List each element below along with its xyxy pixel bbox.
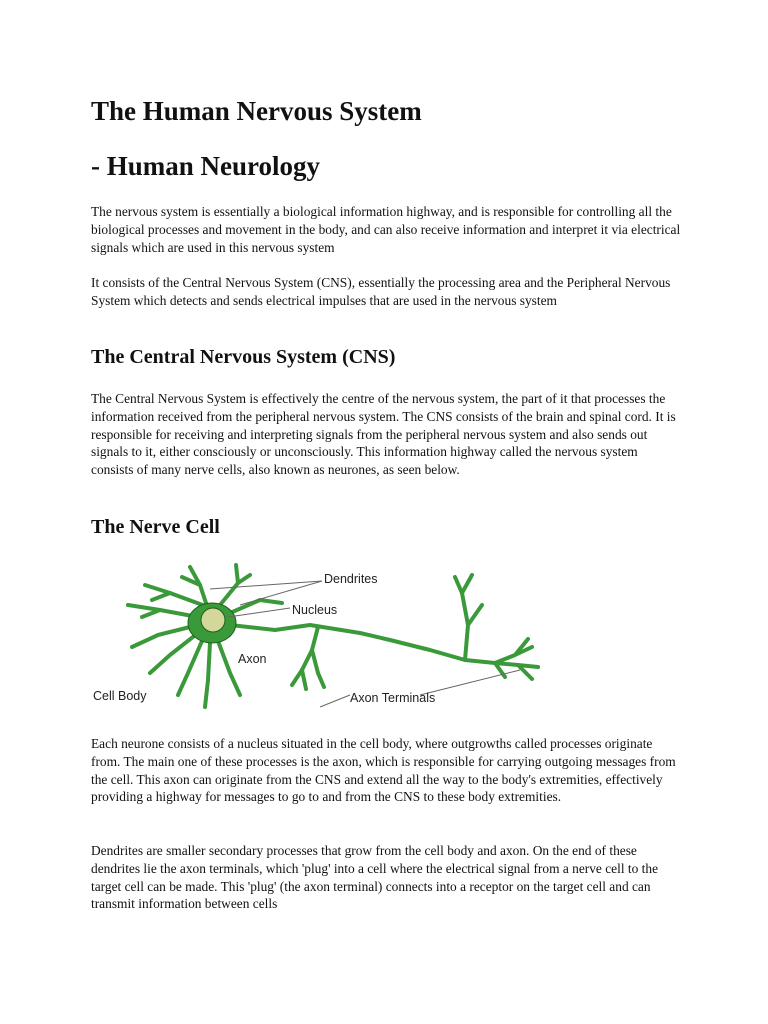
- label-dendrites: Dendrites: [324, 572, 378, 586]
- neuron-shape: [128, 565, 538, 707]
- nerve-cell-paragraph-2: Dendrites are smaller secondary processes that grow from the cell body and axon. On the end of these dendrites lie the axon terminals, which 'plug' into a cell where the electrical signal from a nerve cell to the target cell can be made. This 'plug' (the axon terminal) connects into a receptor on the target cell and can transmit information between cells: [91, 843, 659, 912]
- nerve-cell-heading: The Nerve Cell: [91, 516, 220, 538]
- dendrites-pointer: [210, 581, 322, 589]
- nerve-cell-paragraph-1: Each neurone consists of a nucleus situated in the cell body, where outgrowths called processes originate from. The main one of these processes is the axon, which is responsible for carrying outgoing messages from the cell. This axon can originate from the CNS and extend all the way to the body's extremities, effectively providing a highway for messages to go to and from the CNS to these body extremities.: [91, 736, 676, 805]
- neuron-diagram: [90, 555, 560, 720]
- cns-paragraph: The Central Nervous System is effectively the centre of the nervous system, the part of it that processes the information received from the peripheral nervous system. The CNS consists of the brain and spinal cord. It is responsible for receiving and interpreting signals from the peripheral nervous system and also sends out signals to it, either consciously or unconsciously. This information highway called the nervous system consists of many nerve cells, also known as neurones, as seen below.: [91, 391, 676, 478]
- intro-paragraph-2: It consists of the Central Nervous System (CNS), essentially the processing area and the Peripheral Nervous System which detects and sends electrical impulses that are used in the nervous system: [91, 275, 671, 308]
- axon-terminals-pointer-2: [320, 695, 350, 707]
- title-line-1: The Human Nervous System: [91, 96, 422, 126]
- label-axon-terminals: Axon Terminals: [350, 691, 436, 705]
- label-cell-body: Cell Body: [93, 689, 147, 703]
- nucleus-shape: [201, 608, 225, 632]
- cns-heading: The Central Nervous System (CNS): [91, 346, 396, 368]
- title-line-2: - Human Neurology: [91, 151, 321, 181]
- label-nucleus: Nucleus: [292, 603, 338, 617]
- intro-paragraph-1: The nervous system is essentially a biological information highway, and is responsible for controlling all the biological processes and movement in the body, and can also receive information and interpret it via electrical signals which are used in this nervous system: [91, 204, 681, 255]
- label-axon: Axon: [238, 652, 267, 666]
